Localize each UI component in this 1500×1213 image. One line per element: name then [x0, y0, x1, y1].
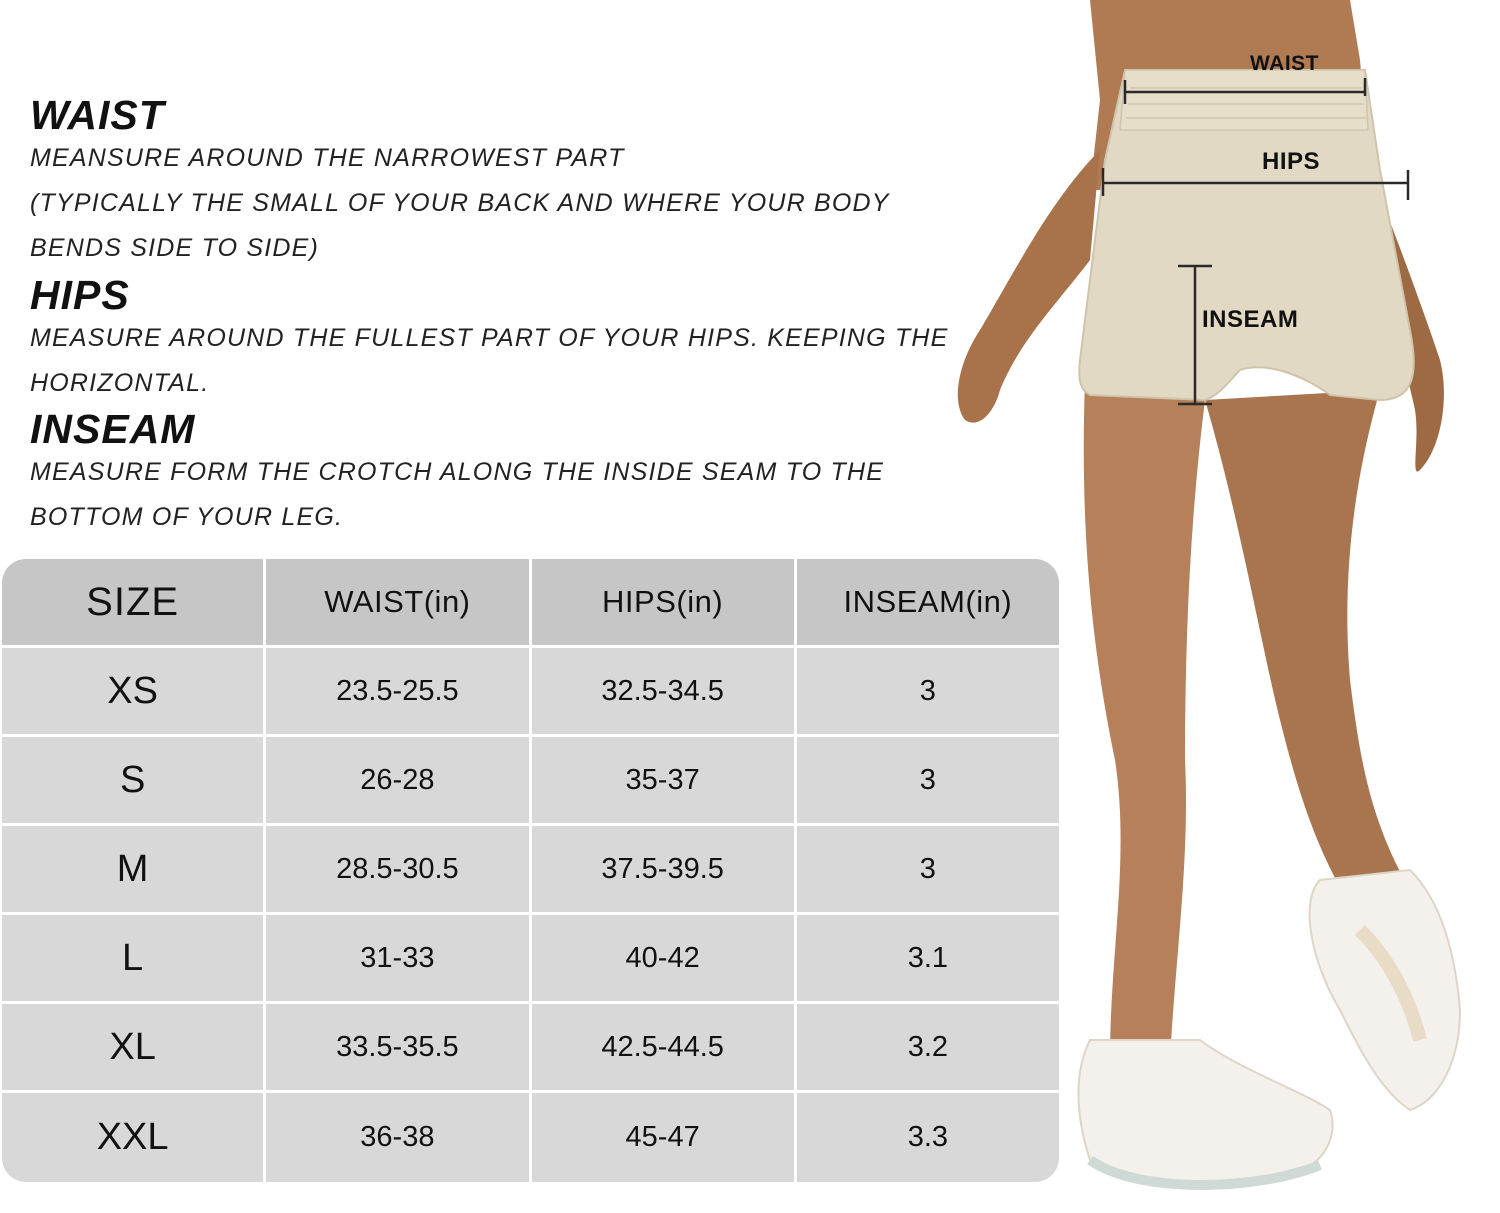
left-shoe	[1078, 1040, 1332, 1186]
waist-cell: 23.5-25.5	[266, 648, 528, 734]
inseam-title: INSEAM	[30, 406, 196, 452]
size-chart-table	[2, 559, 1059, 1182]
header-cell-waist: WAIST(in)	[266, 559, 528, 645]
table-row	[2, 1093, 1059, 1182]
waist-line-1: MEANSURE AROUND THE NARROWEST PART	[30, 144, 625, 172]
inseam-section	[30, 408, 884, 540]
waist-line-2: (TYPICALLY THE SMALL OF YOUR BACK AND WHERE YOUR BODY	[30, 189, 890, 217]
hips-line-1: MEASURE AROUND THE FULLEST PART OF YOUR HIPS. KEEPING THE	[30, 324, 949, 352]
waist-measure-label: WAIST	[1250, 52, 1319, 75]
waist-section	[30, 94, 890, 271]
inseam-cell: 3	[797, 737, 1059, 823]
inseam-cell: 3.3	[797, 1093, 1059, 1182]
header-cell-size: SIZE	[2, 559, 263, 645]
inseam-measure-label: INSEAM	[1202, 306, 1299, 333]
model-illustration	[940, 0, 1500, 1208]
waist-cell: 28.5-30.5	[266, 826, 528, 912]
waistband	[1120, 70, 1368, 130]
hips-cell: 32.5-34.5	[532, 648, 794, 734]
inseam-cell: 3	[797, 648, 1059, 734]
size-cell: M	[2, 826, 263, 912]
waist-title: WAIST	[30, 92, 165, 138]
hips-cell: 42.5-44.5	[532, 1004, 794, 1090]
hips-measure-label: HIPS	[1262, 148, 1321, 175]
hips-cell: 45-47	[532, 1093, 794, 1182]
header-cell-inseam: INSEAM(in)	[797, 559, 1059, 645]
inseam-line-1: MEASURE FORM THE CROTCH ALONG THE INSIDE SEAM TO THE	[30, 458, 885, 486]
size-cell: XL	[2, 1004, 263, 1090]
waist-cell: 26-28	[266, 737, 528, 823]
inseam-line-2: BOTTOM OF YOUR LEG.	[30, 503, 344, 531]
left-leg	[1084, 380, 1205, 1060]
right-shoe	[1310, 870, 1460, 1110]
table-row	[2, 826, 1059, 912]
hips-title: HIPS	[30, 272, 130, 318]
waist-cell: 31-33	[266, 915, 528, 1001]
size-cell: XXL	[2, 1093, 263, 1182]
right-leg	[1205, 390, 1410, 920]
size-cell: S	[2, 737, 263, 823]
hips-cell: 35-37	[532, 737, 794, 823]
header-cell-hips: HIPS(in)	[532, 559, 794, 645]
waist-cell: 36-38	[266, 1093, 528, 1182]
inseam-cell: 3.1	[797, 915, 1059, 1001]
hips-cell: 40-42	[532, 915, 794, 1001]
waist-line-3: BENDS SIDE TO SIDE)	[30, 234, 320, 262]
waist-cell: 33.5-35.5	[266, 1004, 528, 1090]
size-cell: XS	[2, 648, 263, 734]
table-row	[2, 915, 1059, 1001]
table-row	[2, 737, 1059, 823]
table-header-row	[2, 559, 1059, 645]
table-row	[2, 648, 1059, 734]
model-figure	[940, 0, 1500, 1208]
table-row	[2, 1004, 1059, 1090]
inseam-cell: 3.2	[797, 1004, 1059, 1090]
size-cell: L	[2, 915, 263, 1001]
hips-line-2: HORIZONTAL.	[30, 369, 210, 397]
hips-section	[30, 274, 949, 406]
hips-cell: 37.5-39.5	[532, 826, 794, 912]
inseam-cell: 3	[797, 826, 1059, 912]
left-arm	[958, 150, 1100, 423]
